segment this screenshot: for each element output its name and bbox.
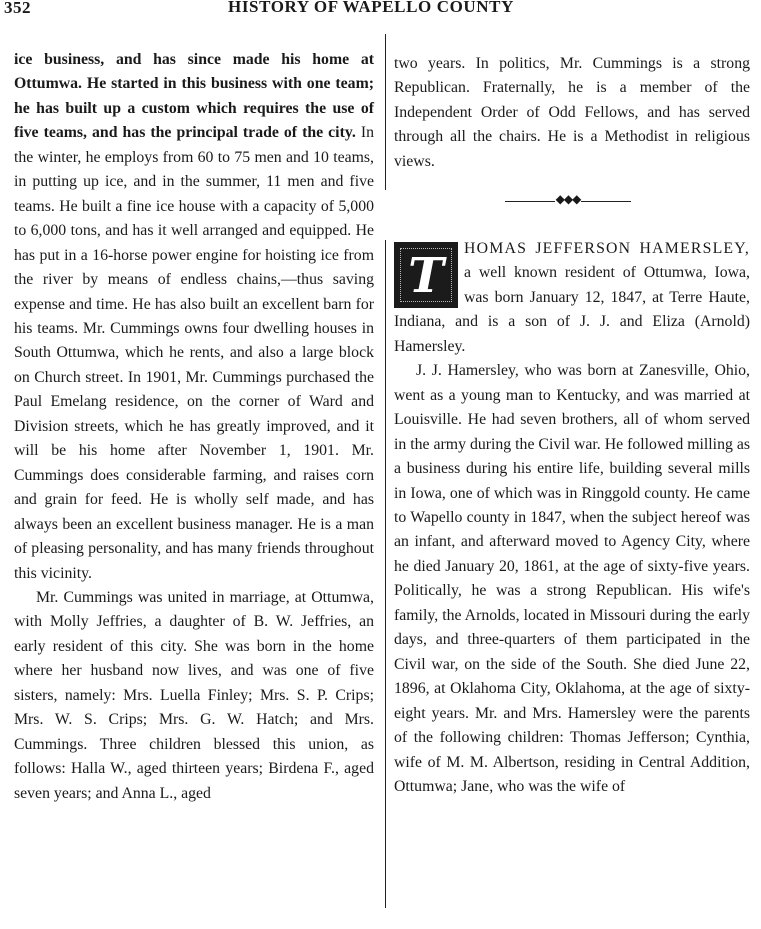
page-header <box>0 0 761 22</box>
running-head: HISTORY OF WAPELLO COUNTY <box>228 0 514 16</box>
right-paragraph-1: two years. In politics, Mr. Cummings is a strong Republican. Fraternally, he is a member of the Independent Order of Odd Fellows, and has served through all the chairs. He is a Methodist in religious views. <box>394 55 750 170</box>
column-divider-bottom <box>385 240 386 908</box>
drop-cap-letter: T <box>408 248 444 304</box>
biography-section <box>394 237 750 799</box>
section-ornament <box>505 192 631 209</box>
ornament-rule-left <box>505 201 555 202</box>
ornament-rule-right <box>581 201 631 202</box>
right-column <box>394 52 750 174</box>
ornament-dots-icon: ◆◆◆ <box>555 192 581 206</box>
section-paragraph-1-text: a well known resident of Ottumwa, Iowa, was born January 12, 1847, at Terre Haute, Indiana, and is a son of J. J. and Eliza (Arnold) Hamersley. <box>394 264 750 355</box>
left-paragraph-1-text: In the winter, he employs from 60 to 75 men and 10 teams, in putting up ice, and in the summer, 11 men and five teams. He built a fine ice house with a capacity of 5,000 to 6,000 tons, and has it well arranged and equipped. He has put in a 16-horse power engine for hoisting ice from the river by means of endless chains,—thus saving expense and time. He has also built an excellent barn for his teams. Mr. Cummings owns four dwelling houses in South Ottumwa, which he rents, and also a large block on Church street. In 1901, Mr. Cummings purchased the Paul Emelang residence, on the corner of Ward and Division streets, which he has greatly improved, and it will be his home after November 1, 1901. Mr. Cummings does considerable farming, and raises corn and grain for feed. He is wholly self made, and has always been an excellent business manager. He is a man of pleasing personality, and has many friends throughout this vicinity. <box>14 124 374 582</box>
section-lead: HOMAS JEFFERSON HAMERSLEY, <box>464 240 750 257</box>
section-paragraph-2: J. J. Hamersley, who was born at Zanesville, Ohio, went as a young man to Kentucky, and was married at Louisville. He had seven brothers, all of whom served in the army during the Civil war. He followed milling as a business during his entire life, building several mills in Iowa, one of which was in Ringgold county. He came to Wapello county in 1847, when the subject hereof was an infant, and afterward moved to Agency City, where he died January 20, 1861, at the age of sixty-five years. Politically, he was a strong Republican. His wife's family, the Arnolds, located in Missouri during the early days, and three-quarters of them participated in the Civil war, on the side of the South. She died June 22, 1896, at Oklahoma City, Oklahoma, at the age of sixty-eight years. Mr. and Mrs. Hamersley were the parents of the following children: Thomas Jefferson; Cynthia, wife of M. M. Albertson, residing in Central Addition, Ottumwa; Jane, who was the wife of <box>394 362 750 795</box>
drop-cap <box>394 242 458 308</box>
left-column <box>14 48 374 806</box>
page-number: 352 <box>4 0 31 17</box>
left-paragraph-1 <box>14 48 374 586</box>
left-paragraph-2: Mr. Cummings was united in marriage, at Ottumwa, with Molly Jeffries, a daughter of B. W. Jeffries, an early resident of this city. She was born in the home where her husband now lives, and was one of five sisters, namely: Mrs. Luella Finley; Mrs. S. P. Crips; Mrs. W. S. Crips; Mrs. G. W. Hatch; and Mrs. Cummings. Three children blessed this union, as follows: Halla W., aged thirteen years; Birdena F., aged seven years; and Anna L., aged <box>14 588 374 802</box>
column-divider-top <box>385 34 386 190</box>
left-paragraph-1-bold: ice business, and has since made his home at Ottumwa. He started in this business with one team; he has built up a custom which requires the use of five teams, and has the principal trade of the city. <box>14 51 374 142</box>
